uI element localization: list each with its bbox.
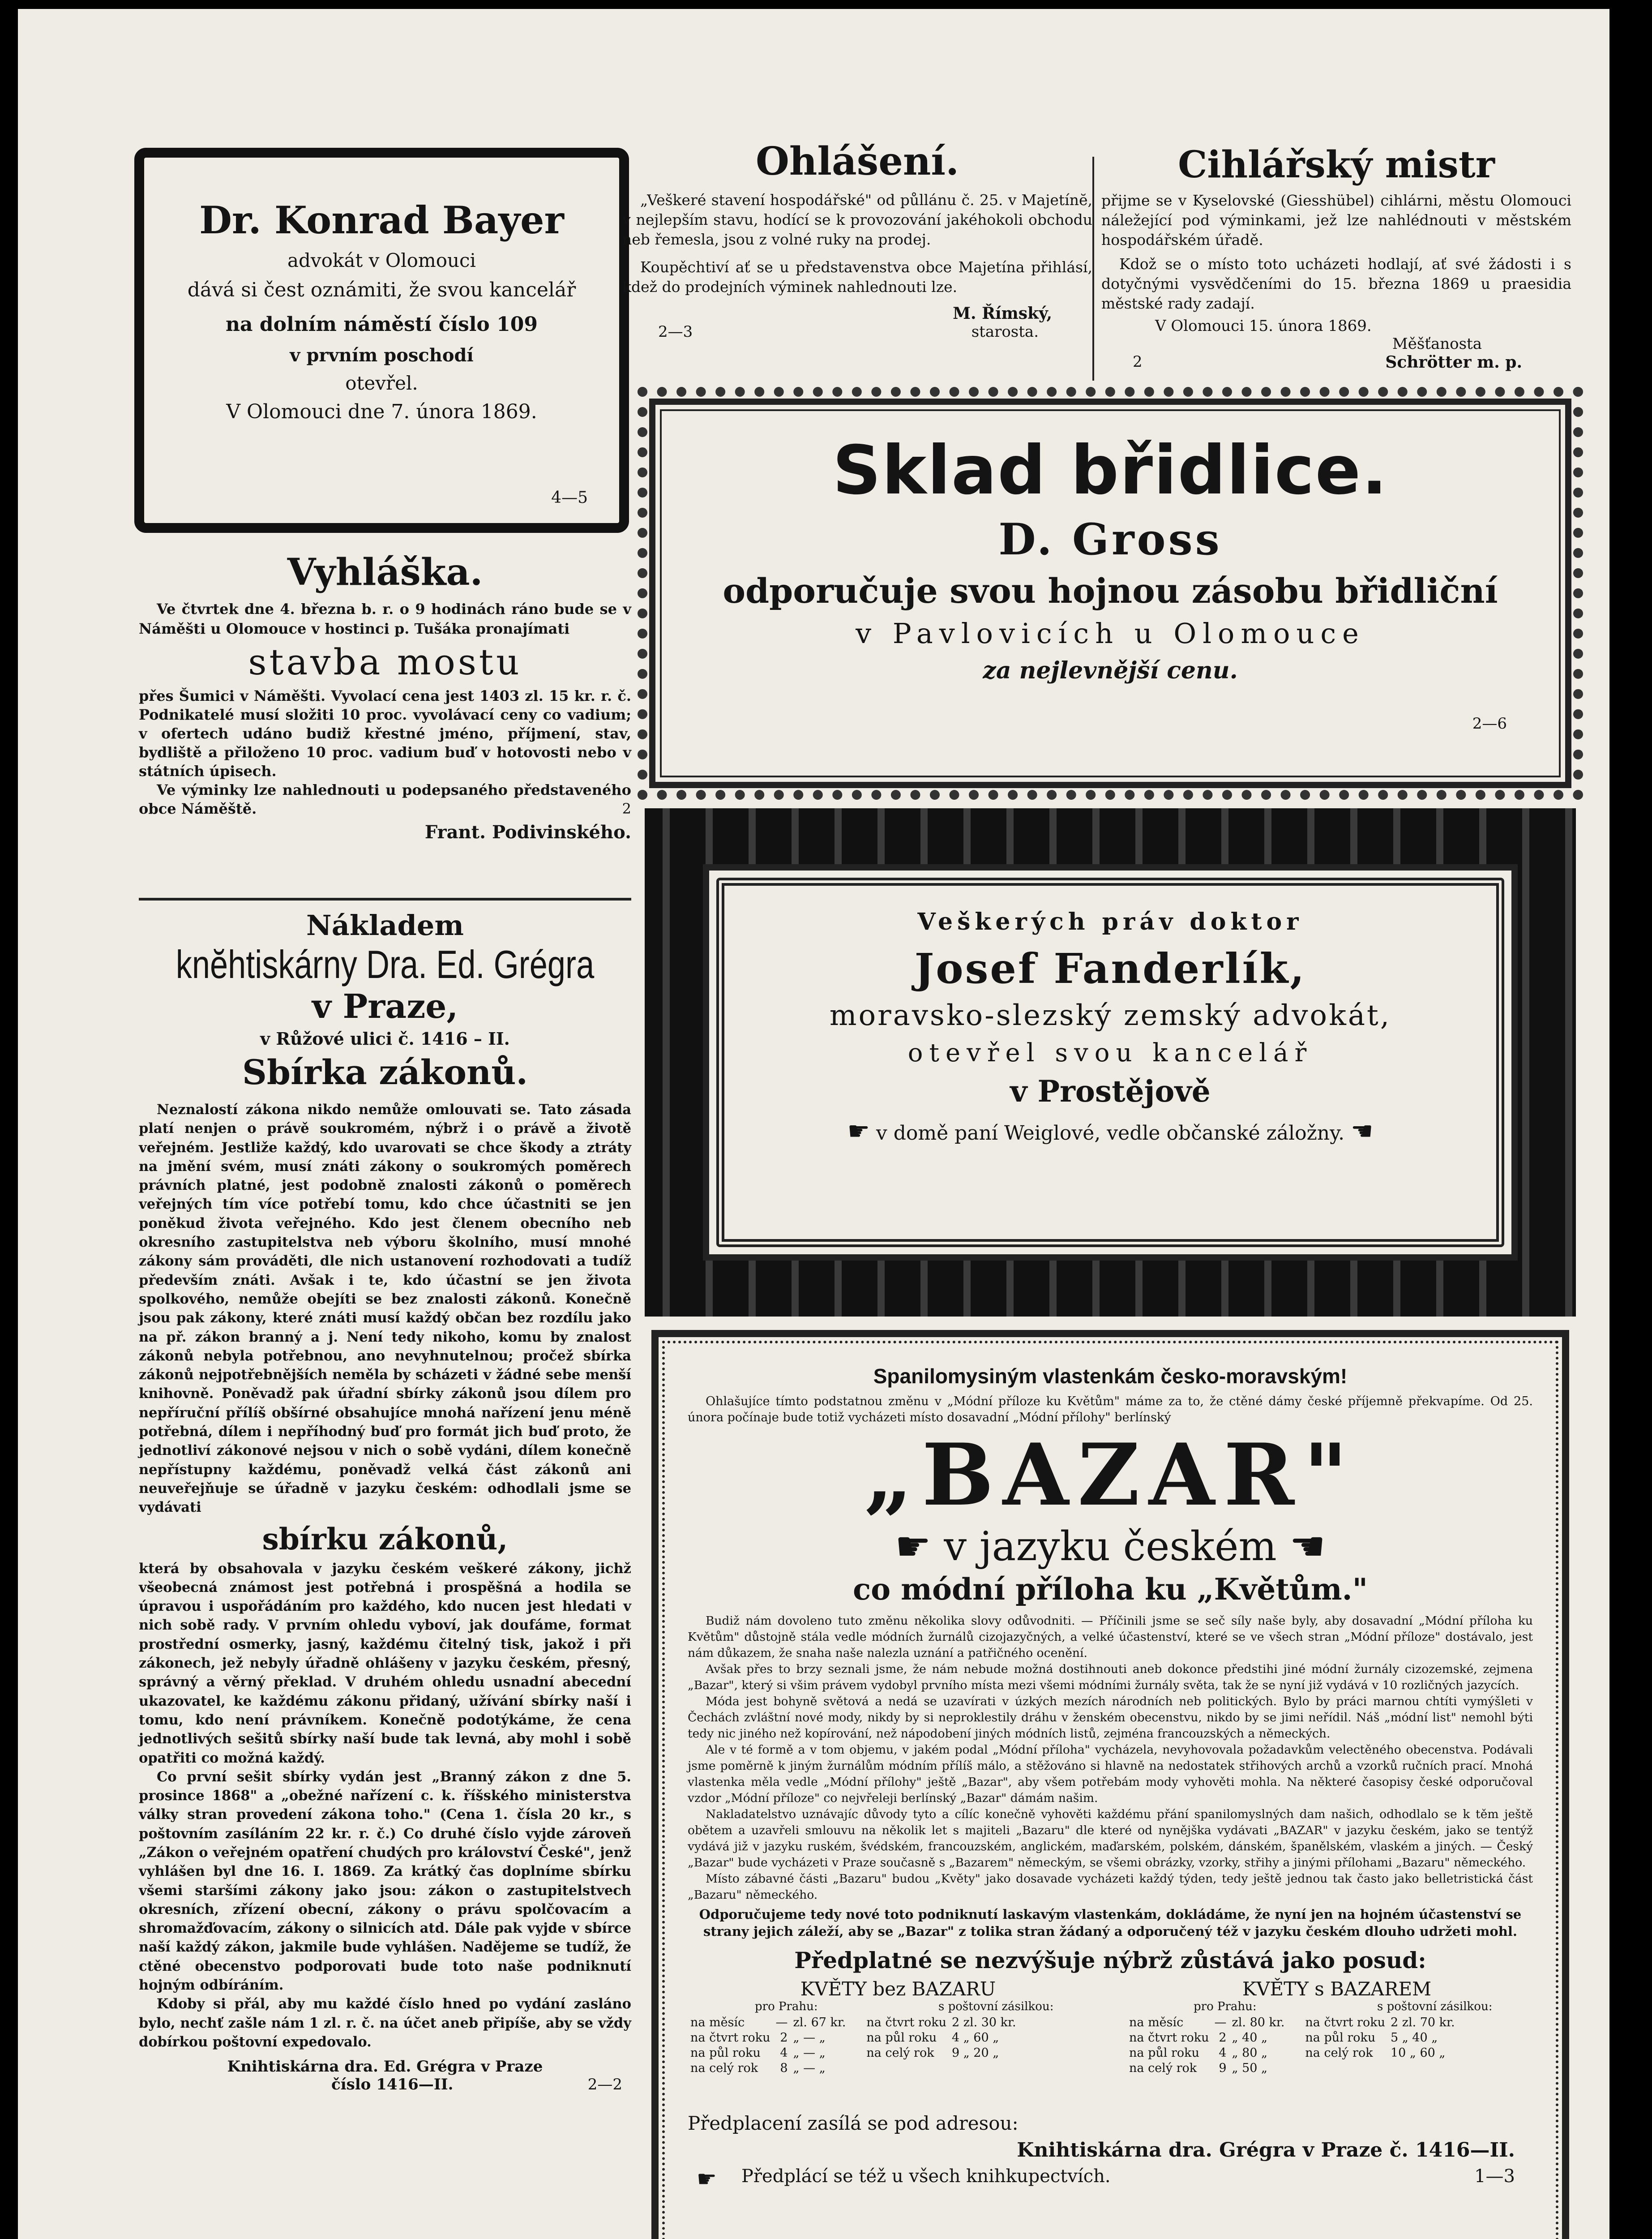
naklad-num: 2—2 bbox=[587, 2076, 622, 2094]
left-title: KVĚTY bez BAZARU bbox=[800, 1978, 996, 2000]
vyhlaska-title: Vyhláška. bbox=[287, 551, 483, 594]
cihlarsky-num: 2 bbox=[1133, 353, 1143, 371]
price-cell: na čtvrt roku bbox=[866, 2016, 946, 2029]
fanderlik-l6: v domě paní Weiglové, vedle občanské záložny. bbox=[876, 1122, 1345, 1145]
price-cell: na celý rok bbox=[866, 2046, 934, 2060]
bazar-p7: Odporučujeme tedy nové toto podniknutí laskavým vlastenkám, dokládáme, že nyní jen na hojném účastenství se strany jejich záleží, aby se „Bazar" z tolika stran žádaný a odporučený též v jazyku českém dlouho udržeti mohl. bbox=[699, 1907, 1522, 1939]
price-cell: 2 bbox=[780, 2031, 788, 2045]
gross-place: v Pavlovicích u Olomouce bbox=[856, 617, 1365, 650]
price-tables bbox=[688, 1978, 1533, 2112]
bazar-p5: Nakladatelstvo uznávajíc důvody tyto a cílíc konečně vyhověti každému přání spanilomyslných dam našich, odhodlalo se k těm ještě obětem a uzavřeli smlouvu na několik let s majiteli „Bazaru" dle které od nynějška vydávati „BAZAR" v jazyku českém, jako se tentýž vydává již v jazyku ruském, švédském, francouzském, anglickém, maďarském, polském, dánském, španělském, vlaském a jiných. — Český „Bazar" bude vycházeti v Praze současně s „Bazarem" německým, se všemi obrázky, vzorky, střihy a jinými přílohami „Bazaru" německého. bbox=[688, 1807, 1533, 1870]
vyhlaska-ad bbox=[139, 551, 631, 891]
price-cell: 9 „ 20 „ bbox=[951, 2046, 999, 2060]
fanderlik-ad bbox=[716, 878, 1504, 1247]
bazar-p3: Móda jest bohyně světová a nedá se uzavírati v úzkých mezích národních neb politických. Bylo by práci marnou chtíti vymýšleti v Čechách zvláštní nové mody, nikdy by si neproklestily dráhu v ženském obecenstvu, nikdo by se jimi neřídil. Náš „módní list" nemohl býti tedy nic jiného než kopírování, než nápodobení jiných módních listů, zejména francouzských a německých. bbox=[688, 1694, 1533, 1741]
price-cell: „ — „ bbox=[793, 2031, 826, 2045]
price-cell: „ — „ bbox=[793, 2046, 826, 2060]
column-divider bbox=[1092, 157, 1094, 381]
bazar-sub2: co módní příloha ku „Květům." bbox=[852, 1572, 1368, 1607]
gross-name: D. Gross bbox=[998, 514, 1222, 565]
naklad-l5: Sbírka zákonů. bbox=[242, 1052, 528, 1092]
price-cell: zl. 67 kr. bbox=[793, 2016, 846, 2029]
naklad-sign2: číslo 1416—II. bbox=[331, 2076, 454, 2094]
right-col-praha: pro Prahu: bbox=[1194, 2000, 1257, 2013]
ohlaseni-body2: Koupěchtiví ať se u představenstva obce Majetína přihlásí, kdež do prodejních výminek nahlednouti lze. bbox=[622, 258, 1092, 296]
bazar-foot: Předplácí se též u všech knihkupectvích. bbox=[741, 2166, 1111, 2187]
bayer-ad-frame bbox=[134, 148, 629, 533]
bayer-title: Dr. Konrad Bayer bbox=[199, 198, 564, 242]
fanderlik-l5: v Prostějově bbox=[1010, 1074, 1211, 1109]
bazar-p1: Budiž nám dovoleno tuto změnu několika slovy odůvodniti. — Příčinili jsme se seč síly naše byly, aby dosavadní „Módní příloha ku Květům" důstojně stála vedle módních žurnálů cizojazyčných, a velké účastenství, které se ve všech stran „Módní příloze" dostávalo, jest nám důkazem, že snaha naše nalezla uznání a patřičného ocenění. bbox=[688, 1614, 1533, 1660]
bazar-p4: Ale v té formě a v tom objemu, v jakém podal „Módní příloha" vycházela, nevyhovovala požadavkům velectěného obecenstva. Podávali jsme poměrně k jiným žurnálům módním přílíš málo, a stěžováno si hlavně na nedostatek střihových archů a vzorků ručních prací. Mnohá vlastenka měla vedle „Módní přílohy" ještě „Bazar", aby všem potřebám mody vyhověti mohla. Na některé časopisy české odporučoval vzdor „Módní příloze" co nejvřeleji berlínský „Bazar" dámám našim. bbox=[688, 1743, 1533, 1805]
price-cell: na čtvrt roku bbox=[1129, 2031, 1209, 2045]
naklad-p3: Co první sešit sbírky vydán jest „Branný zákon z dne 5. prosince 1868" a „obežné nařízení c. k. říšského ministerstva války stran provedení zákona toho." (Cena 1. čísla 20 kr., s poštovním zasíláním 22 kr. r. č.) Co druhé číslo vyjde zároveň „Zákon o veřejném opatření chudých pro království České", jenž vyhlášen byl dne 16. I. 1869. Za krátký čas doplníme sbírku všemi staršími zákony jako jsou: zákon o zastupitelstvech okresních, zřízení obecní, zákony o právu spolčovacím a shromažďovacím, zákony o silnicích atd. Dále pak vyjde v sbírce naší každý zákon, jakmile bude vyhlášen. Nadějeme se tudíž, že ctěné obecenstvo podporovati bude toto naše podniknutí hojným odbíráním. bbox=[139, 1768, 631, 1994]
gross-price: za nejlevnější cenu. bbox=[983, 657, 1238, 684]
price-cell: 2 zl. 70 kr. bbox=[1390, 2016, 1455, 2029]
right-price-rows bbox=[1126, 2015, 1458, 2076]
cihlarsky-title: Cihlářský mistr bbox=[1178, 143, 1495, 186]
price-row bbox=[1126, 2015, 1458, 2030]
price-cell: 10 „ 60 „ bbox=[1390, 2046, 1446, 2060]
left-price-rows bbox=[688, 2015, 1019, 2076]
fanderlik-l1: Veškerých práv doktor bbox=[917, 908, 1303, 935]
fanderlik-l3: moravsko-slezský zemský advokát, bbox=[829, 999, 1391, 1032]
gross-ad bbox=[655, 432, 1565, 684]
bazar-sub: v jazyku českém bbox=[944, 1523, 1277, 1570]
price-cell bbox=[1287, 2061, 1388, 2076]
pointing-hand-left-icon: ☚ bbox=[1351, 1117, 1374, 1146]
ohlaseni-ad bbox=[622, 139, 1092, 381]
bayer-line2: dává si čest oznámiti, že svou kancelář bbox=[187, 279, 576, 301]
naklad-l4: v Růžové ulici č. 1416 – II. bbox=[260, 1029, 510, 1049]
pointing-hand-left-icon: ☚ bbox=[1289, 1523, 1326, 1570]
price-cell: „ 80 „ bbox=[1232, 2046, 1268, 2060]
bayer-date: V Olomouci dne 7. února 1869. bbox=[226, 400, 537, 423]
naklad-p2: která by obsahovala v jazyku českém veškeré zákony, jichž všeobecná známost jest potřebná i prospěšná a hodila se úpravou i uspořádáním pro každého, kdo nucen jest hledati v nich sobě rady. V prvním ohledu vyboví, jak doufáme, format prostřední osmerky, jasný, každému čitelný tisk, jakož i při zákonech, jež nebyly úřadně ohlášeny v jazyku českém, přesný, správný a věrný překlad. V druhém ohledu usnadní abecední ukazovatel, ke každému zákonu přidaný, užívání sbírky naší i tomu, kdo není právníkem. Konečně podotýkáme, že cena jednotlivých sešitů sbírky naší bude tak levná, aby mohl i sobě opatřiti co možná každý. bbox=[139, 1560, 631, 1766]
price-row bbox=[688, 2061, 1019, 2076]
naklad-l3: v Praze, bbox=[312, 987, 458, 1026]
price-cell bbox=[1388, 2061, 1458, 2076]
bayer-line1: advokát v Olomouci bbox=[287, 249, 476, 271]
ohlaseni-num: 2—3 bbox=[658, 323, 693, 341]
bazar-num: 1—3 bbox=[1474, 2166, 1515, 2187]
fanderlik-ad-frame bbox=[645, 808, 1576, 1317]
price-cell: na půl roku bbox=[866, 2031, 937, 2045]
price-cell bbox=[848, 2061, 949, 2076]
bazar-p6: Místo zábavné části „Bazaru" budou „Květy" jako dosavade vycházeti každý týden, tedy ještě jednou tak často jako belletristická část „Bazaru" německého. bbox=[688, 1872, 1533, 1902]
bazar-predplatne: Předplatné se nezvýšuje nýbrž zůstává jako posud: bbox=[794, 1947, 1426, 1973]
pointing-hand-right-icon: ☛ bbox=[847, 1117, 870, 1146]
left-col-praha: pro Prahu: bbox=[755, 2000, 818, 2013]
price-cell: na čtvrt roku bbox=[1305, 2016, 1385, 2029]
ohlaseni-role: starosta. bbox=[971, 323, 1039, 341]
gross-ad-frame bbox=[649, 399, 1571, 788]
fanderlik-l4: otevřel svou kancelář bbox=[907, 1038, 1313, 1068]
fanderlik-l2: Josef Fanderlík, bbox=[914, 944, 1306, 993]
price-row bbox=[1126, 2061, 1458, 2076]
price-cell: — bbox=[775, 2016, 788, 2029]
bazar-intro: Ohlašujíce tímto podstatnou změnu v „Módní příloze ku Květům" máme za to, že ctěné dámy české příjemně překvapíme. Od 25. února počínaje bude totiž vycházeti místo dosavadní „Módní přílohy" berlínský bbox=[688, 1394, 1533, 1424]
naklad-l2: knĕhtiskárny Dra. Ed. Grégra bbox=[175, 942, 595, 987]
bayer-address: na dolním náměstí číslo 109 bbox=[226, 313, 538, 336]
bayer-num: 4—5 bbox=[551, 489, 588, 507]
price-cell: 5 „ 40 „ bbox=[1390, 2031, 1438, 2045]
price-cell: 4 „ 60 „ bbox=[951, 2031, 999, 2045]
price-cell: „ 40 „ bbox=[1232, 2031, 1268, 2045]
price-cell: na celý rok bbox=[1129, 2061, 1197, 2075]
bazar-ad-frame bbox=[651, 1330, 1569, 2239]
price-cell: na celý rok bbox=[690, 2061, 758, 2075]
right-title: KVĚTY s BAZAREM bbox=[1242, 1978, 1432, 2000]
price-cell: 2 bbox=[1219, 2031, 1227, 2045]
cihlarsky-role: Měšťanosta bbox=[1392, 335, 1482, 353]
vyhlaska-body: přes Šumici v Náměšti. Vyvolací cena jest 1403 zl. 15 kr. r. č. Podnikatelé musí složiti 10 proc. vyvolávací ceny co vadium; v ofertech udáno budiž křestné jméno, příjmení, stav, bydliště a přiloženo 10 proc. vadium buď v hotovosti nebo v státních úpisech. bbox=[139, 687, 631, 780]
vyhlaska-subject: stavba mostu bbox=[248, 641, 522, 683]
bazar-head: Spanilomysiným vlastenkám česko-moravským! bbox=[873, 1364, 1348, 1388]
bayer-opened: otevřel. bbox=[345, 372, 418, 394]
price-row bbox=[688, 2015, 1019, 2030]
bazar-adresa: Předplacení zasílá se pod adresou: bbox=[688, 2112, 1019, 2134]
vyhlaska-sign: Frant. Podivinského. bbox=[424, 822, 631, 843]
price-row bbox=[688, 2046, 1019, 2061]
price-cell: „ 50 „ bbox=[1232, 2061, 1268, 2075]
price-table-left bbox=[688, 1978, 1108, 2076]
price-row bbox=[1126, 2046, 1458, 2061]
left-col-posta: s poštovní zásilkou: bbox=[938, 2000, 1054, 2013]
cihlarsky-body: přijme se v Kyselovské (Giesshübel) cihlárni, městu Olomouci náležející pod výminkami, jež lze nahlédnouti v městském hospodářském úřadě. bbox=[1101, 192, 1571, 249]
price-cell: 8 bbox=[780, 2061, 788, 2075]
price-cell: 2 zl. 30 kr. bbox=[951, 2016, 1016, 2029]
price-cell: — bbox=[1214, 2016, 1227, 2029]
bazar-ad bbox=[688, 1364, 1533, 2193]
naklad-l1: Nákladem bbox=[306, 909, 464, 942]
cihlarsky-date: V Olomouci 15. února 1869. bbox=[1155, 317, 1372, 335]
newspaper-page bbox=[18, 9, 1609, 2239]
price-cell: 4 bbox=[1219, 2046, 1227, 2060]
price-row bbox=[1126, 2030, 1458, 2046]
vyhlaska-body2: Ve výminky lze nahlednouti u podepsaného představeného obce Náměště. bbox=[139, 781, 631, 817]
ohlaseni-body: „Veškeré stavení hospodářské" od půllánu č. 25. v Majetínĕ, v nejlepším stavu, hodící se k provozování jakéhokoli obchodu neb řemesla, jsou z volné ruky na prodej. bbox=[622, 191, 1092, 248]
price-cell: na čtvrt roku bbox=[690, 2031, 770, 2045]
gross-title: Sklad břidlice. bbox=[832, 432, 1388, 510]
ohlaseni-sign: M. Římský, bbox=[953, 304, 1052, 323]
section-rule bbox=[139, 898, 631, 901]
bazar-sign: Knihtiskárna dra. Grégra v Praze č. 1416—II. bbox=[1017, 2139, 1515, 2162]
price-cell: na půl roku bbox=[690, 2046, 761, 2060]
price-cell: na půl roku bbox=[1305, 2031, 1376, 2045]
right-col-posta: s poštovní zásilkou: bbox=[1377, 2000, 1493, 2013]
cihlarsky-body2: Kdož se o místo toto ucházeti hodlají, ať své žádosti i s dotyčnými vysvědčeními do 15. března 1869 u prаesidia městské rady zadají. bbox=[1101, 255, 1571, 312]
ohlaseni-title: Ohlášení. bbox=[755, 139, 959, 184]
cihlarsky-ad bbox=[1101, 143, 1571, 385]
price-cell bbox=[949, 2061, 1019, 2076]
price-cell: 4 bbox=[780, 2046, 788, 2060]
cihlarsky-sign: Schrötter m. p. bbox=[1385, 353, 1522, 372]
bazar-p2: Avšak přes to brzy seznali jsme, že nám nebude možná dostihnouti aneb dokonce předstihi jiné módní žurnály cizozemské, zejmena „Bazar", který si všim právem vydobyl prvního místa mezi všemi módními žurnály světa, tak že se nyní již vydává v 10 rozličných jazycích. bbox=[688, 1662, 1533, 1692]
bayer-ad bbox=[144, 198, 619, 423]
pointing-hand-right-icon: ☛ bbox=[697, 2166, 717, 2192]
price-cell: 9 bbox=[1219, 2061, 1227, 2075]
price-table-right bbox=[1126, 1978, 1547, 2076]
price-row bbox=[688, 2030, 1019, 2046]
naklad-ad bbox=[139, 909, 631, 2239]
vyhlaska-num: 2 bbox=[622, 800, 631, 817]
naklad-p1: Neznalostí zákona nikdo nemůže omlouvati se. Tato zásada platí nenjen o právě soukromém, nýbrž i o právě a životě veřejném. Jestliže každý, kdo uvarovati se chce škody a ztráty na jmění svém, musí znáti zákony o soukromých poměrech právních platné, jest podobně znalosti zákonů o poměrech veřejných tím více potřebí tomu, kdo chce účastniti se jen poněkud života veřejného. Kdo jest členem obecního neb okresního zastupitelstva neb výboru školního, musí mnohé zákony sám prováděti, dle nich ustanovení rozhodovati a tudíž především znáti. Avšak i te, kdo účastní se jen života spolkového, nemůže obejíti se bez znalosti zákonů. Konečně jsou pak zákony, které znáti musí každý občan bez rozdílu jako na př. zákon branný a j. Není tedy nikoho, komu by znalost zákonů nebyla potřebnou, ano nevyhnutelnou; pročež sbírka zákonů nejpotřebnějších neměla by scházeti v žádné sebe menší knihovně. Poněvadž pak úřadní sbírky zákonů jsou dílem pro nepříruční přílíš obšírné obsahujíce mnohá nařízení jenu méně potřebná, dílem i nepříhodný buď pro formát jich buď proto, že jednotliví zákonové nejsou v nich o sobě vydáni, dílem konečně nepřístupny každému, poněvadž velká část zákonů ani neuveřejňuje se úřadně v jazyku českém: odhodlali jsme se vydávati bbox=[139, 1102, 631, 1516]
gross-line: odporučuje svou hojnou zásobu břidliční bbox=[723, 571, 1498, 611]
price-cell: zl. 80 kr. bbox=[1232, 2016, 1285, 2029]
price-cell: „ — „ bbox=[793, 2061, 826, 2075]
vyhlaska-intro: Ve čtvrtek dne 4. března b. r. o 9 hodinách ráno bude se v Náměšti u Olomouce v hostinci p. Tušáka pronajímati bbox=[139, 600, 631, 637]
naklad-p4: Kdoby si přál, aby mu každé číslo hned po vydání zasláno bylo, nechť zašle nám 1 zl. r. č. na účet aneb připíše, aby se vždy dobírkou poštovní expedovalo. bbox=[139, 1996, 631, 2050]
gross-num: 2—6 bbox=[1472, 715, 1507, 733]
bazar-title: „BAZAR" bbox=[864, 1425, 1357, 1525]
bayer-floor: v prvním poschodí bbox=[290, 345, 474, 366]
naklad-l6: sbírku zákonů, bbox=[262, 1521, 508, 1557]
price-cell: na měsíc bbox=[1129, 2016, 1184, 2029]
price-cell: na celý rok bbox=[1305, 2046, 1373, 2060]
naklad-sign: Knihtiskárna dra. Ed. Grégra v Praze bbox=[227, 2058, 543, 2076]
price-cell: na měsíc bbox=[690, 2016, 745, 2029]
pointing-hand-right-icon: ☛ bbox=[895, 1523, 931, 1570]
price-cell: na půl roku bbox=[1129, 2046, 1199, 2060]
